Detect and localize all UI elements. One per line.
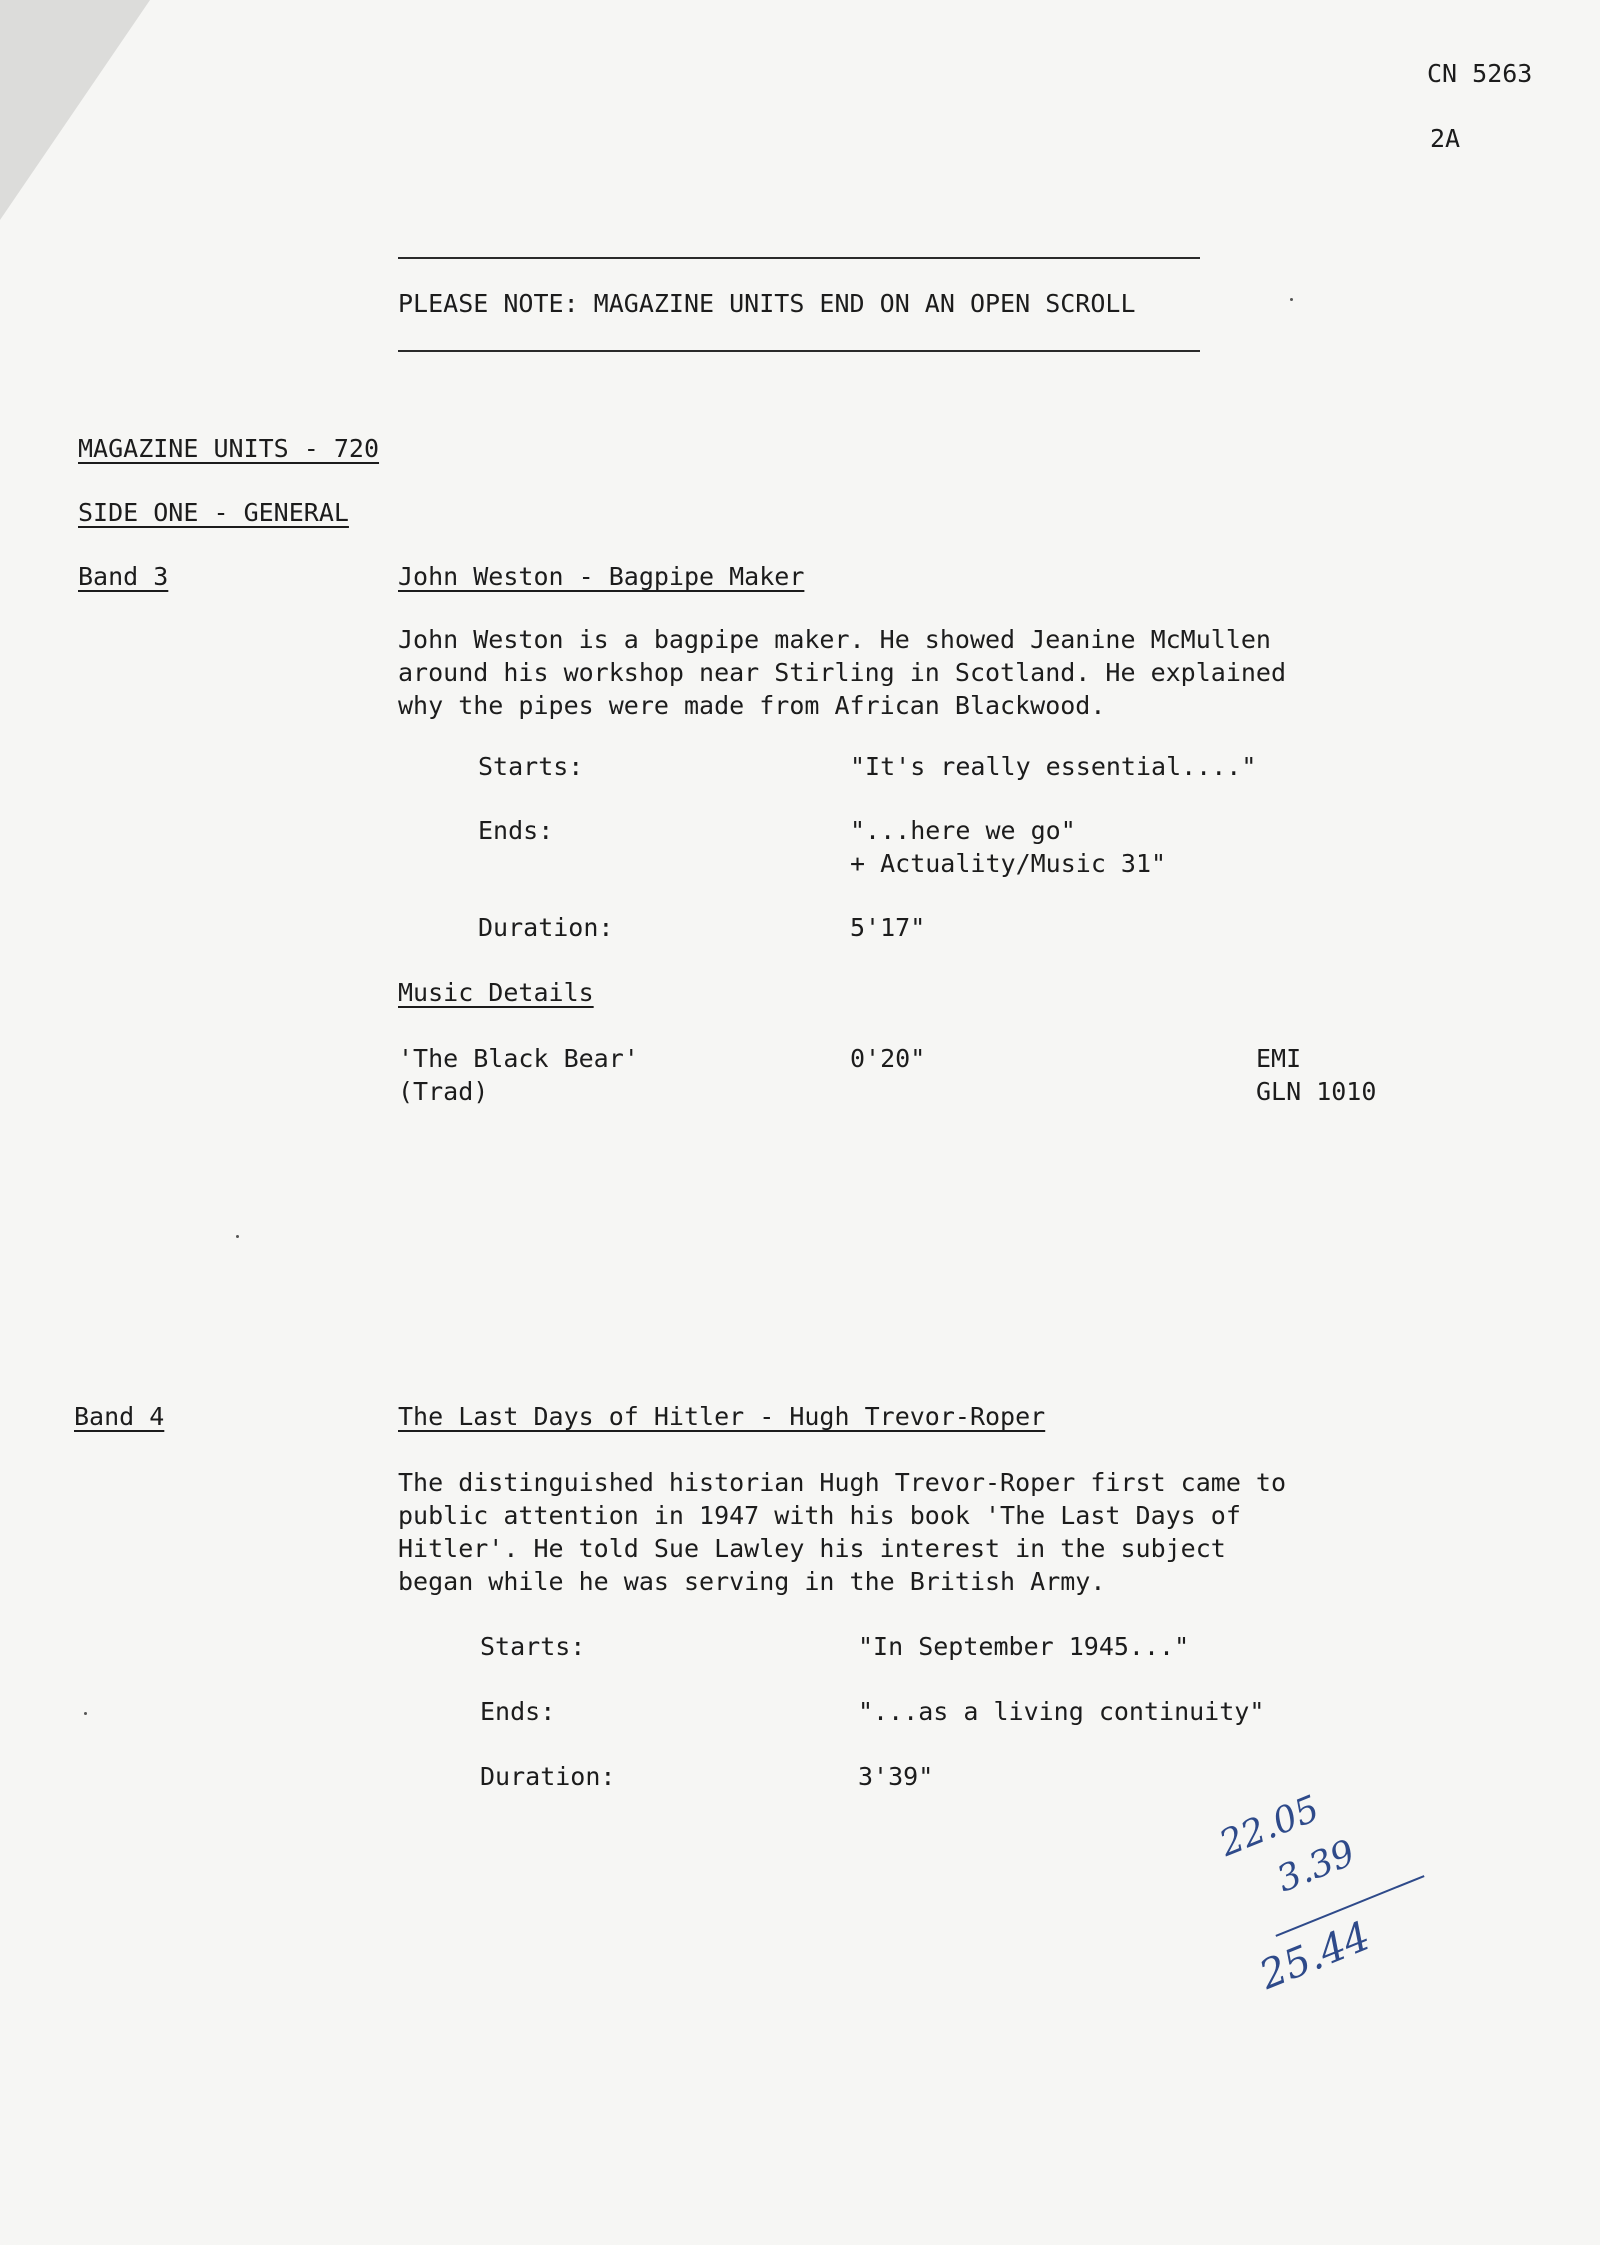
band4-description-line: The distinguished historian Hugh Trevor-Roper first came to [398,1468,1287,1497]
handwritten-time-1: 22.05 [1214,1788,1325,1865]
band3-duration-value: 5'17" [850,913,926,942]
band3-ends-extra: + Actuality/Music 31" [850,849,1167,878]
handwritten-time-2: 3.39 [1271,1832,1361,1901]
music-details-heading: Music Details [398,978,594,1007]
band4-description-line: Hitler'. He told Sue Lawley his interest in the subject [398,1534,1226,1563]
band3-description-line: around his workshop near Stirling in Scotland. He explained [398,658,1287,687]
music-title: 'The Black Bear' [398,1044,639,1073]
band4-ends-value: "...as a living continuity" [858,1697,1265,1726]
notice-rule-top [398,257,1200,259]
scan-speck [1290,298,1293,301]
music-catalogue-number: GLN 1010 [1256,1077,1377,1106]
band3-ends-value: "...here we go" [850,816,1076,845]
band4-duration-label: Duration: [480,1762,616,1791]
music-duration: 0'20" [850,1044,926,1073]
sheet-number: 2A [1430,124,1461,153]
music-record-label: EMI [1256,1044,1302,1073]
music-composer: (Trad) [398,1077,489,1106]
band3-starts-value: "It's really essential...." [850,752,1257,781]
section-title: MAGAZINE UNITS - 720 [78,434,380,463]
band3-ends-label: Ends: [478,816,554,845]
band3-description-line: why the pipes were made from African Blackwood. [398,691,1106,720]
scan-speck [236,1235,239,1238]
band4-starts-value: "In September 1945..." [858,1632,1190,1661]
band4-ends-label: Ends: [480,1697,556,1726]
band3-label: Band 3 [78,562,169,591]
scan-speck [84,1712,87,1715]
band3-starts-label: Starts: [478,752,584,781]
notice-rule-bottom [398,350,1200,352]
band3-title: John Weston - Bagpipe Maker [398,562,805,591]
band4-title: The Last Days of Hitler - Hugh Trevor-Roper [398,1402,1046,1431]
band4-description [398,1466,1286,1598]
folded-corner [0,0,150,220]
band4-description-line: began while he was serving in the British Army. [398,1567,1106,1596]
band3-description-line: John Weston is a bagpipe maker. He showed Jeanine McMullen [398,625,1271,654]
band4-description-line: public attention in 1947 with his book 'The Last Days of [398,1501,1241,1530]
band3-description [398,623,1286,722]
handwritten-total: 25.44 [1253,1913,1377,1999]
band4-label: Band 4 [74,1402,165,1431]
band4-starts-label: Starts: [480,1632,586,1661]
notice-text: PLEASE NOTE: MAGAZINE UNITS END ON AN OPEN SCROLL [398,289,1136,318]
band4-duration-value: 3'39" [858,1762,934,1791]
band3-duration-label: Duration: [478,913,614,942]
side-heading: SIDE ONE - GENERAL [78,498,349,527]
reference-number: CN 5263 [1427,59,1533,88]
